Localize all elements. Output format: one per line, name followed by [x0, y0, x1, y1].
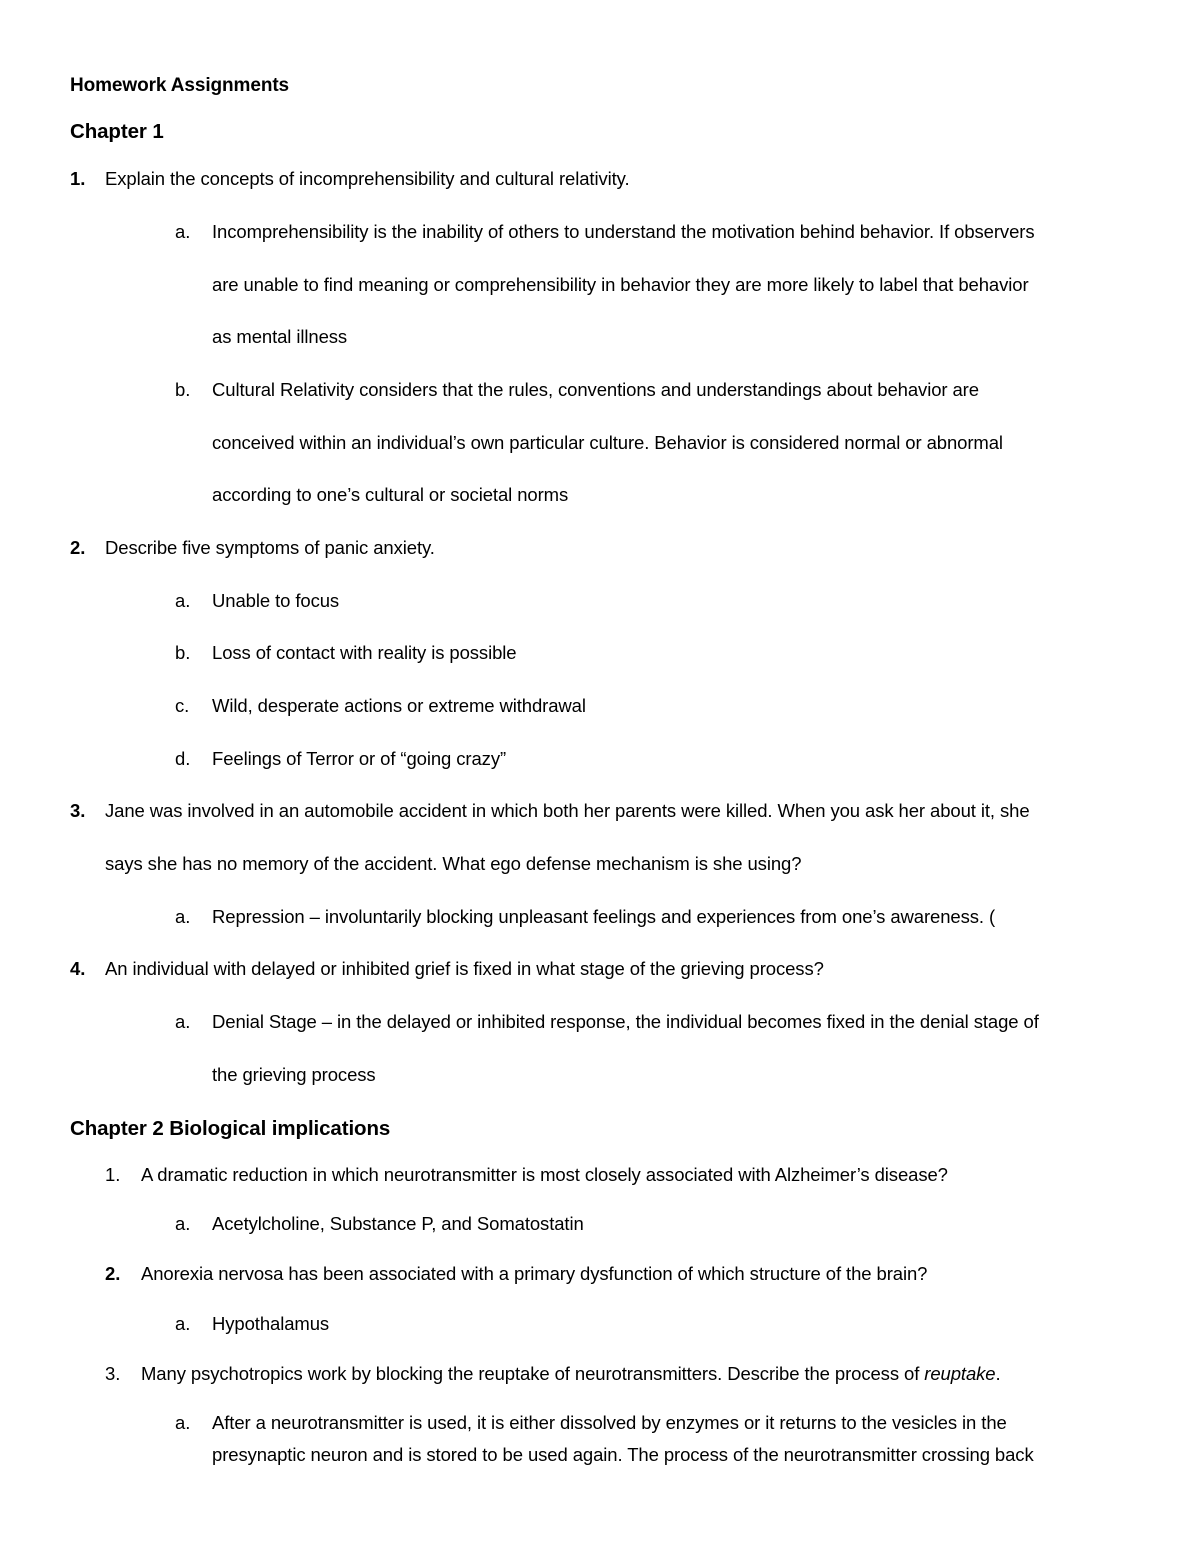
- question-text-before: Many psychotropics work by blocking the reuptake of neurotransmitters. Describe the process of: [141, 1363, 925, 1384]
- question-number: 2.: [70, 537, 86, 558]
- answer-text: Loss of contact with reality is possible: [212, 642, 517, 663]
- question-text-after: .: [995, 1363, 1001, 1384]
- chapter-1-heading: Chapter 1: [70, 120, 164, 143]
- answer-1b-line-3: according to one’s cultural or societal norms: [212, 484, 569, 505]
- answer-marker: a.: [175, 1313, 191, 1334]
- answer-1b-line-2: conceived within an individual’s own particular culture. Behavior is considered normal or abnormal: [212, 432, 1003, 453]
- answer-text: Cultural Relativity considers that the rules, conventions and understandings about behavior are: [212, 379, 979, 400]
- question-number: 3.: [70, 800, 86, 821]
- chapter-2-heading: Chapter 2 Biological implications: [70, 1117, 391, 1140]
- question-number: 2.: [105, 1263, 121, 1284]
- answer-text: Wild, desperate actions or extreme withdrawal: [212, 695, 586, 716]
- answer-marker: a.: [175, 1011, 191, 1032]
- question-number: 4.: [70, 958, 86, 979]
- answer-4a-line-2: the grieving process: [212, 1064, 376, 1085]
- answer-text: Feelings of Terror or of “going crazy”: [212, 748, 507, 769]
- question-text-italic: reuptake: [924, 1363, 996, 1384]
- question-number: 1.: [105, 1164, 121, 1185]
- answer-text: Denial Stage – in the delayed or inhibited response, the individual becomes fixed in the denial stage of: [212, 1011, 1039, 1032]
- answer-text: Incomprehensibility is the inability of others to understand the motivation behind behavior. If observers: [212, 221, 1035, 242]
- answer-text: Acetylcholine, Substance P, and Somatostatin: [212, 1213, 584, 1234]
- document-title: Homework Assignments: [70, 75, 290, 96]
- answer-marker: a.: [175, 1412, 191, 1433]
- answer-1a-line-2: are unable to find meaning or comprehensibility in behavior they are more likely to label that behavior: [212, 274, 1029, 295]
- answer-marker: d.: [175, 748, 191, 769]
- question-text: [141, 1362, 1001, 1386]
- answer-text: After a neurotransmitter is used, it is either dissolved by enzymes or it returns to the vesicles in the: [212, 1412, 1007, 1433]
- answer-marker: a.: [175, 221, 191, 242]
- question-text: An individual with delayed or inhibited grief is fixed in what stage of the grieving process?: [105, 958, 824, 979]
- question-text: Anorexia nervosa has been associated with a primary dysfunction of which structure of the brain?: [141, 1263, 928, 1284]
- answer-marker: a.: [175, 1213, 191, 1234]
- answer-marker: b.: [175, 379, 191, 400]
- question-number: 3.: [105, 1363, 121, 1384]
- answer-text: Hypothalamus: [212, 1313, 330, 1334]
- answer-1a-line-3: as mental illness: [212, 326, 348, 347]
- answer-marker: b.: [175, 642, 191, 663]
- answer-marker: c.: [175, 695, 190, 716]
- question-text: A dramatic reduction in which neurotransmitter is most closely associated with Alzheimer’s disease?: [141, 1164, 948, 1185]
- question-number: 1.: [70, 168, 86, 189]
- answer-text: Repression – involuntarily blocking unpleasant feelings and experiences from one’s awareness. (: [212, 906, 996, 927]
- question-3-line-2: says she has no memory of the accident. What ego defense mechanism is she using?: [105, 853, 802, 874]
- chapter-2-answer-3a-line-2: presynaptic neuron and is stored to be used again. The process of the neurotransmitter crossing back: [212, 1444, 1034, 1465]
- question-text: Describe five symptoms of panic anxiety.: [105, 537, 435, 558]
- question-text: Jane was involved in an automobile accident in which both her parents were killed. When you ask her about it, she: [105, 800, 1030, 821]
- question-text: Explain the concepts of incomprehensibility and cultural relativity.: [105, 168, 630, 189]
- answer-marker: a.: [175, 906, 191, 927]
- answer-marker: a.: [175, 590, 191, 611]
- answer-text: Unable to focus: [212, 590, 340, 611]
